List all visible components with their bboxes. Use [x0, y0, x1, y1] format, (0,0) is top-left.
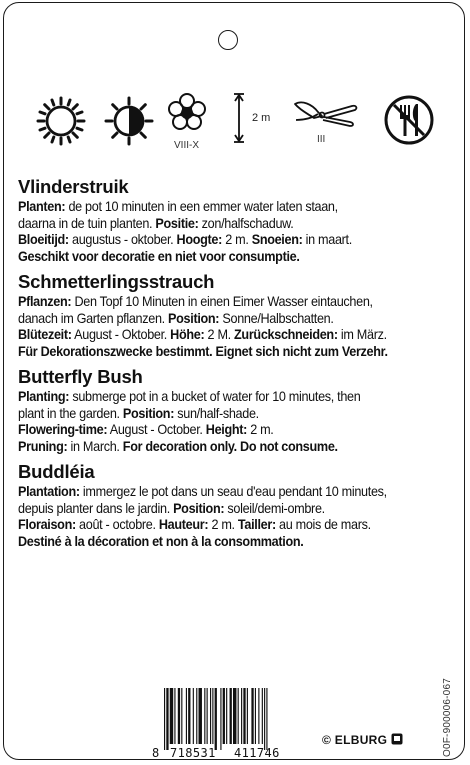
- instruction-text: augustus - oktober.: [68, 232, 177, 247]
- instruction-line: [18, 311, 455, 328]
- barcode-bar: [255, 688, 256, 744]
- instruction-text: immergez le pot dans un seau d'eau pendant 10 minutes,: [79, 484, 387, 499]
- barcode-digit-first: 8: [152, 746, 160, 760]
- instruction-line: [18, 422, 455, 439]
- instruction-keyword: Pruning:: [18, 438, 68, 454]
- instruction-keyword: Geschikt voor decoratie en niet voor consumptie.: [18, 248, 300, 264]
- barcode-bar: [199, 688, 202, 744]
- instruction-text: 2 M.: [204, 327, 235, 342]
- instruction-text: in maart.: [302, 232, 352, 247]
- barcode-bar: [266, 688, 267, 750]
- instruction-keyword: Destiné à la décoration et non à la consommation.: [18, 533, 304, 549]
- barcode-bar: [233, 688, 236, 744]
- plant-name-english: Butterfly Bush: [18, 366, 143, 387]
- instruction-line: [18, 439, 455, 456]
- instruction-keyword: Position:: [168, 310, 220, 326]
- instruction-line: [18, 327, 455, 344]
- instruction-line: [18, 389, 455, 406]
- instruction-line: [18, 216, 455, 233]
- barcode-bar: [164, 688, 165, 750]
- instruction-keyword: Für Dekorationszwecke bestimmt. Eignet sich nicht zum Verzehr.: [18, 343, 388, 359]
- barcode-bar: [230, 688, 232, 744]
- barcode-bar: [220, 688, 221, 750]
- instruction-text: in March.: [67, 438, 123, 454]
- instructions-german: [18, 294, 458, 360]
- barcode-bar: [212, 688, 213, 744]
- instruction-line: [18, 344, 455, 361]
- barcode-bar: [204, 688, 205, 744]
- instruction-keyword: Position:: [173, 500, 225, 516]
- instruction-keyword: Floraison:: [18, 517, 76, 532]
- barcode-bar: [210, 688, 211, 744]
- instruction-line: [18, 406, 455, 423]
- copyright-symbol: ©: [322, 733, 332, 747]
- instructions-dutch: [18, 199, 458, 265]
- barcode-bar: [251, 688, 253, 744]
- not-edible-icon: [383, 94, 435, 146]
- barcode-bar: [226, 688, 227, 744]
- barcode-bar: [223, 688, 225, 744]
- instruction-text: 2 m.: [222, 232, 252, 247]
- instruction-keyword: Pflanzen:: [18, 294, 72, 309]
- barcode-bar: [215, 688, 217, 750]
- barcode-digits-left: 718531: [170, 746, 216, 760]
- section-german: [18, 271, 458, 360]
- label-text-content: [18, 176, 458, 556]
- instruction-text: im März.: [337, 327, 387, 342]
- section-dutch: [18, 176, 458, 265]
- instruction-line: [18, 501, 455, 518]
- instruction-text: plant in the garden.: [18, 405, 123, 421]
- barcode-bar: [207, 688, 208, 744]
- barcode-bar: [238, 688, 239, 744]
- brand-name: ELBURG: [334, 733, 388, 747]
- instruction-text: Den Topf 10 Minuten in einen Eimer Wasser eintauchen,: [71, 294, 373, 309]
- instruction-keyword: Snoeien:: [251, 232, 303, 247]
- instruction-keyword: Plantation:: [18, 484, 80, 499]
- barcode-bar: [188, 688, 190, 744]
- instruction-line: [18, 484, 455, 501]
- barcode-digits-right: 411746: [234, 746, 280, 760]
- instruction-keyword: Height:: [205, 422, 248, 437]
- instruction-text: submerge pot in a bucket of water for 10 minutes, then: [69, 389, 361, 404]
- instruction-text: 2 m.: [247, 422, 274, 437]
- instruction-text: daarna in de tuin planten.: [18, 215, 156, 231]
- barcode-bar: [178, 688, 180, 744]
- instruction-text: de pot 10 minuten in een emmer water laten staan,: [65, 199, 338, 214]
- instruction-line: [18, 534, 455, 551]
- instruction-keyword: For decoration only. Do not consume.: [122, 438, 338, 454]
- instruction-keyword: Tailler:: [237, 517, 276, 532]
- instruction-text: au mois de mars.: [275, 517, 371, 532]
- article-code: O0F-900006-067: [442, 678, 453, 757]
- instruction-text: soleil/demi-ombre.: [224, 500, 325, 516]
- instruction-keyword: Positie:: [155, 215, 199, 231]
- barcode-bar: [258, 688, 259, 744]
- height-icon: [232, 92, 246, 144]
- brand-logo: [322, 733, 403, 747]
- plant-name-french: Buddléia: [18, 461, 95, 482]
- barcode-bar: [262, 688, 263, 744]
- instructions-english: [18, 389, 458, 455]
- barcode-bar: [264, 688, 265, 750]
- barcode-bar: [181, 688, 182, 744]
- section-french: [18, 461, 458, 550]
- section-english: [18, 366, 458, 455]
- instruction-text: sun/half-shade.: [174, 405, 259, 421]
- barcode-bar: [247, 688, 248, 744]
- instruction-text: depuis planter dans le jardin.: [18, 500, 174, 516]
- instruction-text: 2 m.: [208, 517, 238, 532]
- instruction-text: août - octobre.: [75, 517, 159, 532]
- instruction-line: [18, 232, 455, 249]
- flowering-months: VIII-X: [174, 140, 200, 151]
- instruction-text: August - October.: [107, 422, 206, 437]
- full-sun-icon: [36, 96, 86, 146]
- instruction-keyword: Position:: [122, 405, 175, 421]
- instruction-line: [18, 517, 455, 534]
- instruction-keyword: Zurückschneiden:: [234, 327, 338, 342]
- instruction-line: [18, 294, 455, 311]
- hang-hole: [218, 30, 238, 50]
- barcode-bar: [186, 688, 187, 744]
- barcode-bar: [241, 688, 242, 744]
- barcode-bar: [170, 688, 173, 744]
- plant-name-german: Schmetterlingsstrauch: [18, 271, 215, 292]
- barcode-bar: [166, 688, 168, 750]
- instruction-keyword: Planting:: [18, 389, 70, 404]
- instruction-line: [18, 199, 455, 216]
- instruction-text: danach im Garten pflanzen.: [18, 310, 169, 326]
- pruning-month: III: [317, 134, 326, 145]
- barcode-bar: [243, 688, 245, 744]
- care-icons-row: [0, 88, 470, 158]
- instruction-keyword: Bloeitijd:: [18, 232, 69, 247]
- pruning-shears-icon: [292, 96, 360, 132]
- instruction-keyword: Blütezeit:: [18, 327, 72, 342]
- instruction-text: Sonne/Halbschatten.: [219, 310, 334, 326]
- instruction-keyword: Flowering-time:: [18, 422, 108, 437]
- instruction-keyword: Höhe:: [170, 327, 205, 342]
- instructions-french: [18, 484, 458, 550]
- flower-icon: [165, 91, 209, 135]
- barcode-bar: [196, 688, 197, 744]
- instruction-text: zon/halfschaduw.: [198, 215, 294, 231]
- barcode: [152, 688, 312, 760]
- barcode-bars: [152, 688, 312, 750]
- plant-name-dutch: Vlinderstruik: [18, 176, 129, 197]
- instruction-keyword: Hauteur:: [158, 517, 209, 532]
- height-value: 2 m: [252, 112, 271, 124]
- instruction-text: August - Oktober.: [71, 327, 171, 342]
- half-shade-icon: [104, 96, 154, 146]
- instruction-line: [18, 249, 455, 266]
- barcode-bar: [193, 688, 194, 744]
- instruction-keyword: Planten:: [18, 199, 66, 214]
- barcode-bar: [174, 688, 175, 744]
- instruction-keyword: Hoogte:: [176, 232, 223, 247]
- brand-mark-icon: [391, 733, 403, 745]
